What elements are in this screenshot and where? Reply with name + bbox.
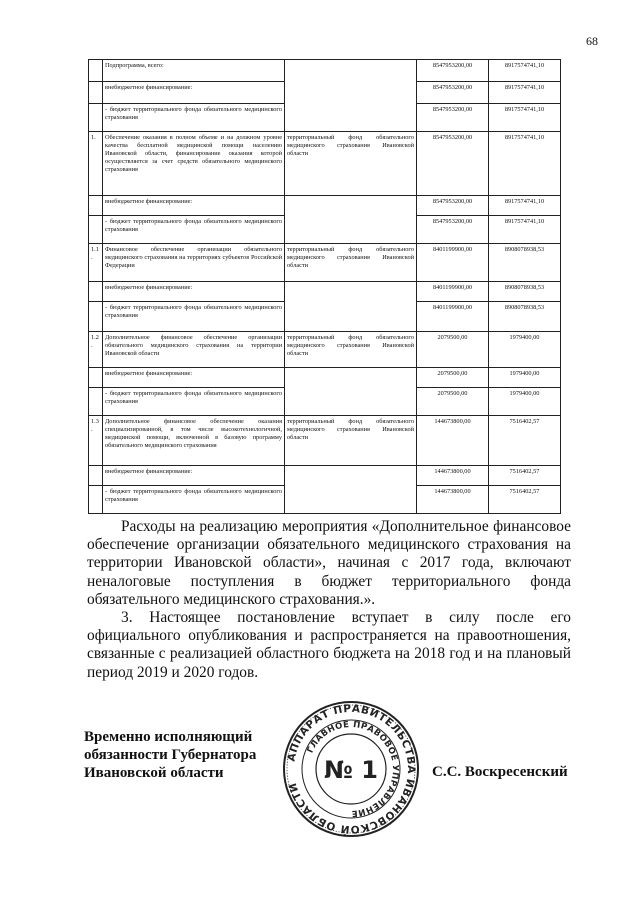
value-2018: 8547953200,00 — [417, 104, 489, 132]
table-row — [89, 368, 561, 388]
value-2019: 7516402,57 — [489, 466, 561, 486]
row-name: Дополнительное финансовое обеспечение организации обязательного медицинского страхования на территории Ивановской области — [103, 332, 285, 368]
value-2019: 8917574741,10 — [489, 82, 561, 104]
table-row — [89, 466, 561, 486]
value-2019: 7516402,57 — [489, 486, 561, 514]
row-number — [89, 388, 103, 416]
table-row — [89, 196, 561, 216]
row-executor — [285, 196, 417, 244]
value-2018: 144673800,00 — [417, 486, 489, 514]
row-name: - бюджет территориального фонда обязательного медицинского страхования — [103, 302, 285, 332]
value-2018: 2079500,00 — [417, 368, 489, 388]
value-2019: 7516402,57 — [489, 416, 561, 466]
value-2018: 144673800,00 — [417, 466, 489, 486]
value-2018: 2079500,00 — [417, 332, 489, 368]
row-name: внебюджетное финансирование: — [103, 196, 285, 216]
value-2018: 8547953200,00 — [417, 60, 489, 82]
row-name: Обеспечение оказания в полном объеме и на должном уровне качества бесплатной медицинской помощи населению Ивановской области, финансирование оказания которой осуществляется за счет средств обязательного медицинского страхования — [103, 132, 285, 196]
body-text — [87, 518, 571, 682]
stamp-number: № 1 — [324, 756, 378, 784]
value-2019: 8917574741,10 — [489, 216, 561, 244]
value-2018: 8401199900,00 — [417, 244, 489, 282]
row-name: внебюджетное финансирование: — [103, 466, 285, 486]
signatory-title-line: Временно исполняющий — [84, 729, 253, 745]
row-number — [89, 466, 103, 486]
row-executor — [285, 466, 417, 514]
signatory-name: С.С. Воскресенский — [432, 764, 568, 780]
row-executor: территориальный фонд обязательного медицинского страхования Ивановской области — [285, 416, 417, 466]
value-2019: 8917574741,10 — [489, 132, 561, 196]
row-name: - бюджет территориального фонда обязательного медицинского страхования — [103, 216, 285, 244]
value-2018: 8547953200,00 — [417, 216, 489, 244]
signatory-title-line: Ивановской области — [84, 765, 224, 781]
value-2018: 8547953200,00 — [417, 196, 489, 216]
value-2019: 8908078938,53 — [489, 282, 561, 302]
row-executor — [285, 282, 417, 332]
value-2019: 8908078938,53 — [489, 244, 561, 282]
row-executor — [285, 368, 417, 416]
value-2019: 8908078938,53 — [489, 302, 561, 332]
row-number — [89, 196, 103, 216]
row-number: 1. — [89, 132, 103, 196]
table-row — [89, 60, 561, 82]
value-2018: 8547953200,00 — [417, 82, 489, 104]
row-name: - бюджет территориального фонда обязательного медицинского страхования — [103, 104, 285, 132]
table-row — [89, 244, 561, 282]
value-2018: 2079500,00 — [417, 388, 489, 416]
value-2019: 1979400,00 — [489, 368, 561, 388]
signatory-title-line: обязанности Губернатора — [84, 747, 257, 763]
value-2019: 8917574741,10 — [489, 196, 561, 216]
row-number — [89, 302, 103, 332]
row-number — [89, 486, 103, 514]
row-name: Дополнительное финансовое обеспечение оказания специализированной, в том числе высокотехнологичной, медицинской помощи, включенной в базовую программу обязательного медицинского страхования — [103, 416, 285, 466]
value-2019: 8917574741,10 — [489, 60, 561, 82]
row-name: - бюджет территориального фонда обязательного медицинского страхования — [103, 486, 285, 514]
value-2018: 8401199900,00 — [417, 282, 489, 302]
row-number — [89, 82, 103, 104]
row-executor: территориальный фонд обязательного медицинского страхования Ивановской области — [285, 332, 417, 368]
value-2019: 8917574741,10 — [489, 104, 561, 132]
value-2018: 144673800,00 — [417, 416, 489, 466]
page-number: 68 — [586, 34, 598, 48]
row-name: Подпрограмма, всего: — [103, 60, 285, 82]
table-row — [89, 332, 561, 368]
row-name: внебюджетное финансирование: — [103, 282, 285, 302]
row-executor: территориальный фонд обязательного медицинского страхования Ивановской области — [285, 132, 417, 196]
row-number: 1.3. — [89, 416, 103, 466]
budget-table — [88, 59, 561, 514]
signatory-title — [84, 728, 256, 782]
value-2018: 8401199900,00 — [417, 302, 489, 332]
row-executor: территориальный фонд обязательного медицинского страхования Ивановской области — [285, 244, 417, 282]
row-number: 1.2. — [89, 332, 103, 368]
table-row — [89, 282, 561, 302]
table-row — [89, 132, 561, 196]
value-2018: 8547953200,00 — [417, 132, 489, 196]
row-number — [89, 282, 103, 302]
row-name: Финансовое обеспечение организации обязательного медицинского страхования на территориях субъектов Российской Федерации — [103, 244, 285, 282]
row-number — [89, 104, 103, 132]
row-number — [89, 60, 103, 82]
row-number: 1.1. — [89, 244, 103, 282]
paragraph-entry-into-force: 3. Настоящее постановление вступает в силу после его официального опубликования и распространяется на правоотношения, связанные с реализацией областного бюджета на 2018 год и на плановый период 2019 и 2020 годов. — [87, 609, 571, 681]
stamp-outer-text: АППАРАТ ПРАВИТЕЛЬСТВА ИВАНОВСКОЙ ОБЛАСТИ — [285, 702, 418, 836]
stamp-inner-text: ГЛАВНОЕ ПРАВОВОЕ УПРАВЛЕНИЕ — [305, 719, 401, 819]
value-2019: 1979400,00 — [489, 332, 561, 368]
row-name: - бюджет территориального фонда обязательного медицинского страхования — [103, 388, 285, 416]
row-executor — [285, 60, 417, 132]
row-name: внебюджетное финансирование: — [103, 82, 285, 104]
official-stamp — [282, 700, 420, 838]
value-2019: 1979400,00 — [489, 388, 561, 416]
row-name: внебюджетное финансирование: — [103, 368, 285, 388]
row-number — [89, 216, 103, 244]
paragraph-expenses: Расходы на реализацию мероприятия «Дополнительное финансовое обеспечение организации обязательного медицинского страхования на территории Ивановской области», начиная с 2017 года, включают неналоговые поступления в бюджет территориального фонда обязательного медицинского страхования.». — [87, 518, 571, 608]
row-number — [89, 368, 103, 388]
table-row — [89, 416, 561, 466]
